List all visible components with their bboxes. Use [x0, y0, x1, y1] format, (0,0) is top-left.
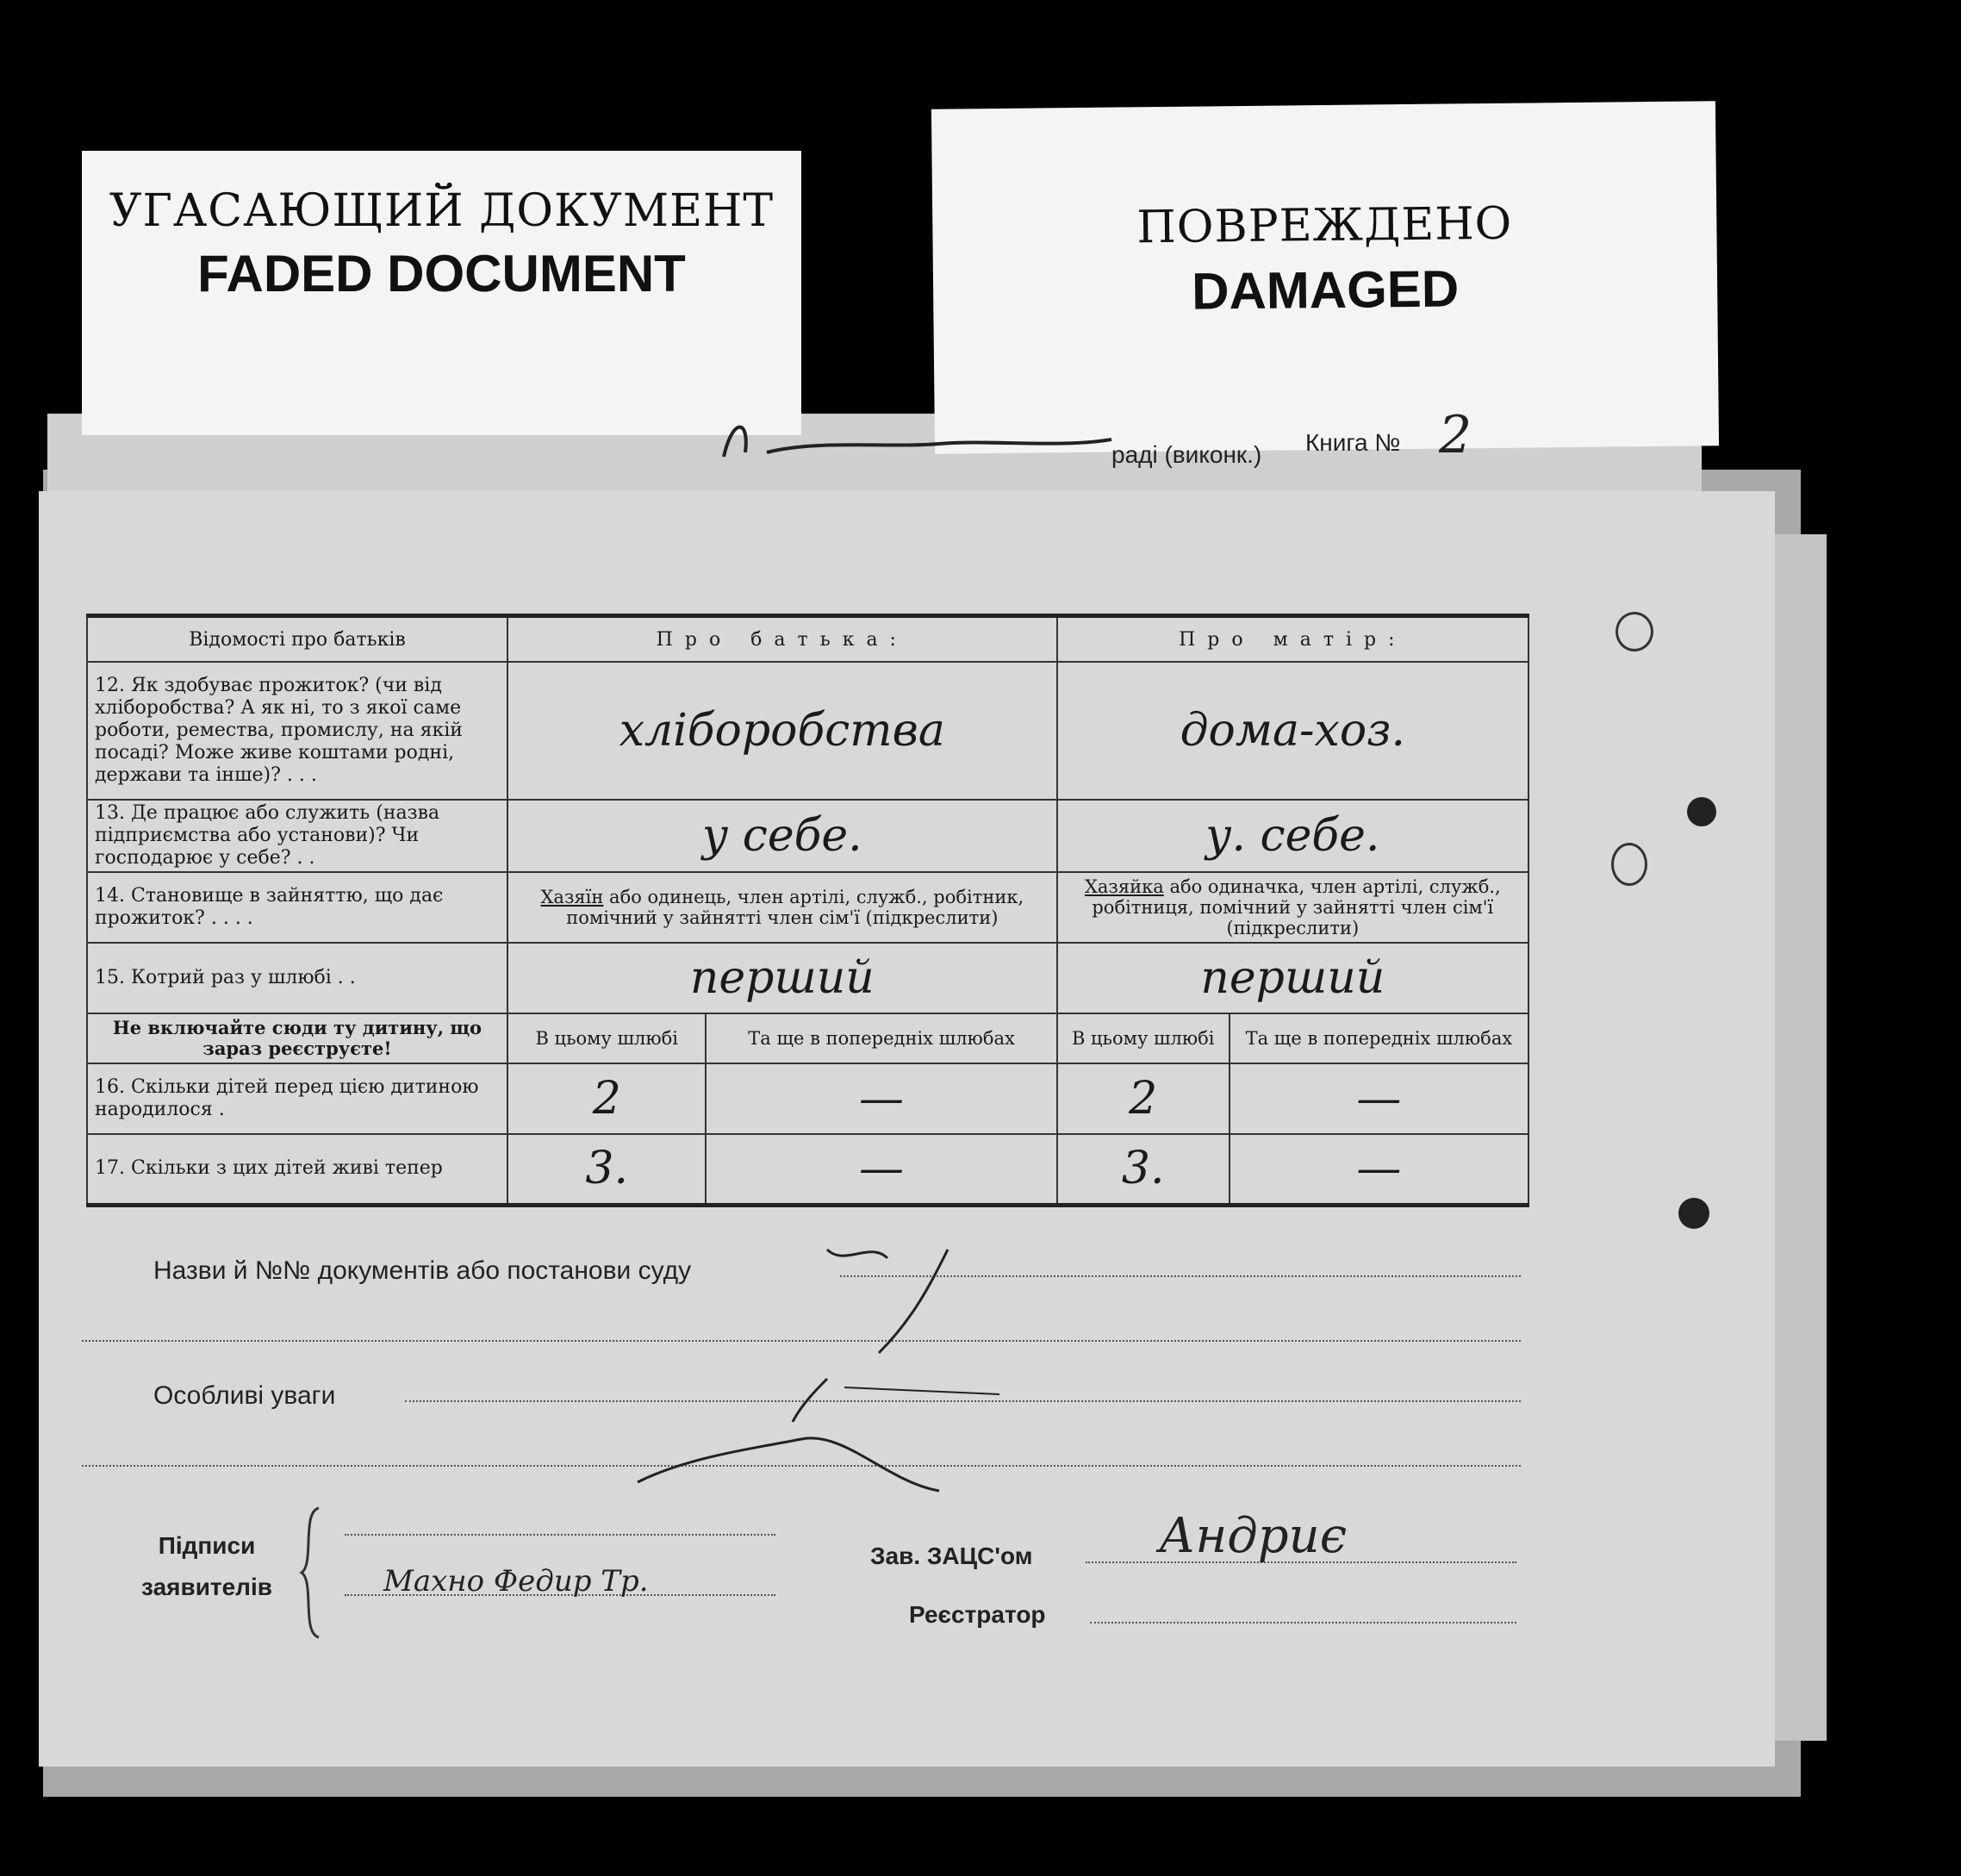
- answer-14-father: [507, 872, 1057, 943]
- council-label: раді (виконк.): [1111, 441, 1262, 468]
- handwritten-council-scribble: [715, 414, 1120, 465]
- faded-label-ru: УГАСАЮЩИЙ ДОКУМЕНТ: [109, 185, 775, 237]
- question-13: 13. Де працює або служить (назва підприємства або установи)? Чи господарює у себе? . .: [87, 800, 507, 872]
- damaged-label-en: DAMAGED: [1191, 259, 1460, 321]
- answer-17-mother-prev: —: [1230, 1134, 1528, 1205]
- signatures-label-1: Підписи: [158, 1532, 256, 1559]
- answer-16-father-prev: —: [706, 1063, 1056, 1134]
- binding-hole: [1678, 1198, 1709, 1229]
- answer-14-father-options: або одинець, член артілі, служб., робітник, помічний у зайнятті член сім'ї (підкреслити): [566, 887, 1024, 928]
- table-row: [87, 1134, 1528, 1205]
- answer-14-mother-underlined: Хазяйка: [1084, 876, 1164, 897]
- head-of-registry-label: Зав. ЗАЦС'ом: [870, 1543, 1033, 1569]
- table-row: [87, 800, 1528, 872]
- book-label: Книга №: [1305, 429, 1401, 456]
- answer-17-mother-this: 3.: [1057, 1134, 1230, 1205]
- remarks-label: Особливі уваги: [153, 1381, 336, 1410]
- header-mother: Про матір:: [1057, 616, 1528, 663]
- applicant-signature-line-1: [345, 1534, 775, 1536]
- answer-12-mother: дома-хоз.: [1057, 662, 1528, 800]
- answer-15-father: перший: [507, 943, 1057, 1013]
- parents-info-table: [86, 614, 1529, 1207]
- applicant-signature: Махно Федир Тр.: [383, 1564, 649, 1599]
- answer-16-father-this: 2: [507, 1063, 706, 1134]
- mother-this-marriage-header: В цьому шлюбі: [1057, 1013, 1230, 1063]
- binding-ring: [1611, 843, 1647, 886]
- faded-label-en: FADED DOCUMENT: [197, 245, 686, 302]
- table-header-row: [87, 616, 1528, 663]
- damaged-label-ru: ПОВРЕЖДЕНО: [1136, 197, 1513, 254]
- damaged-document-card: [931, 101, 1719, 454]
- answer-16-mother-prev: —: [1230, 1063, 1528, 1134]
- answer-15-mother: перший: [1057, 943, 1528, 1013]
- question-17: 17. Скільки з цих дітей живі тепер: [87, 1134, 507, 1205]
- faded-document-card: [82, 151, 801, 435]
- answer-13-father: у себе.: [507, 800, 1057, 872]
- answer-12-father: хліборобства: [507, 662, 1057, 800]
- header-father: Про батька:: [507, 616, 1057, 663]
- answer-17-father-this: 3.: [507, 1134, 706, 1205]
- table-row: [87, 662, 1528, 800]
- question-15: 15. Котрий раз у шлюбі . .: [87, 943, 507, 1013]
- documents-label: Назви й №№ документів або постанови суду: [153, 1256, 692, 1285]
- answer-14-mother: [1057, 872, 1528, 943]
- answer-16-mother-this: 2: [1057, 1063, 1230, 1134]
- table-row: [87, 943, 1528, 1013]
- binding-hole: [1687, 797, 1716, 826]
- header-parents-info: Відомості про батьків: [87, 616, 507, 663]
- question-14: 14. Становище в зайняттю, що дає прожиток? . . . .: [87, 872, 507, 943]
- answer-14-mother-options: або одиначка, член артілі, служб., робітниця, помічний у зайнятті член сім'ї (підкреслити): [1092, 876, 1501, 938]
- book-number: 2: [1439, 405, 1472, 465]
- brace-icon: [297, 1504, 323, 1642]
- signatures-label-2: заявителів: [141, 1574, 272, 1600]
- head-signature: Андриє: [1159, 1508, 1348, 1564]
- children-note: Не включайте сюди ту дитину, що зараз реєструєте!: [87, 1013, 507, 1063]
- answer-17-father-prev: —: [706, 1134, 1056, 1205]
- question-16: 16. Скільки дітей перед цією дитиною народилося .: [87, 1063, 507, 1134]
- registrar-signature-line: [1090, 1622, 1516, 1624]
- children-header-row: [87, 1013, 1528, 1063]
- father-prev-marriages-header: Та ще в попередніх шлюбах: [706, 1013, 1056, 1063]
- answer-14-father-underlined: Хазяїн: [540, 887, 604, 907]
- table-row: [87, 1063, 1528, 1134]
- father-this-marriage-header: В цьому шлюбі: [507, 1013, 706, 1063]
- question-12: 12. Як здобуває прожиток? (чи від хліборобства? А як ні, то з якої саме роботи, ремества, промислу, на якій посаді? Може живе коштами родні, держави та інше)? . . .: [87, 662, 507, 800]
- answer-13-mother: у. себе.: [1057, 800, 1528, 872]
- registrar-label: Реєстратор: [909, 1601, 1046, 1628]
- table-row: [87, 872, 1528, 943]
- binding-ring: [1615, 612, 1653, 651]
- strike-through-marks: [586, 1232, 1017, 1517]
- mother-prev-marriages-header: Та ще в попередніх шлюбах: [1230, 1013, 1528, 1063]
